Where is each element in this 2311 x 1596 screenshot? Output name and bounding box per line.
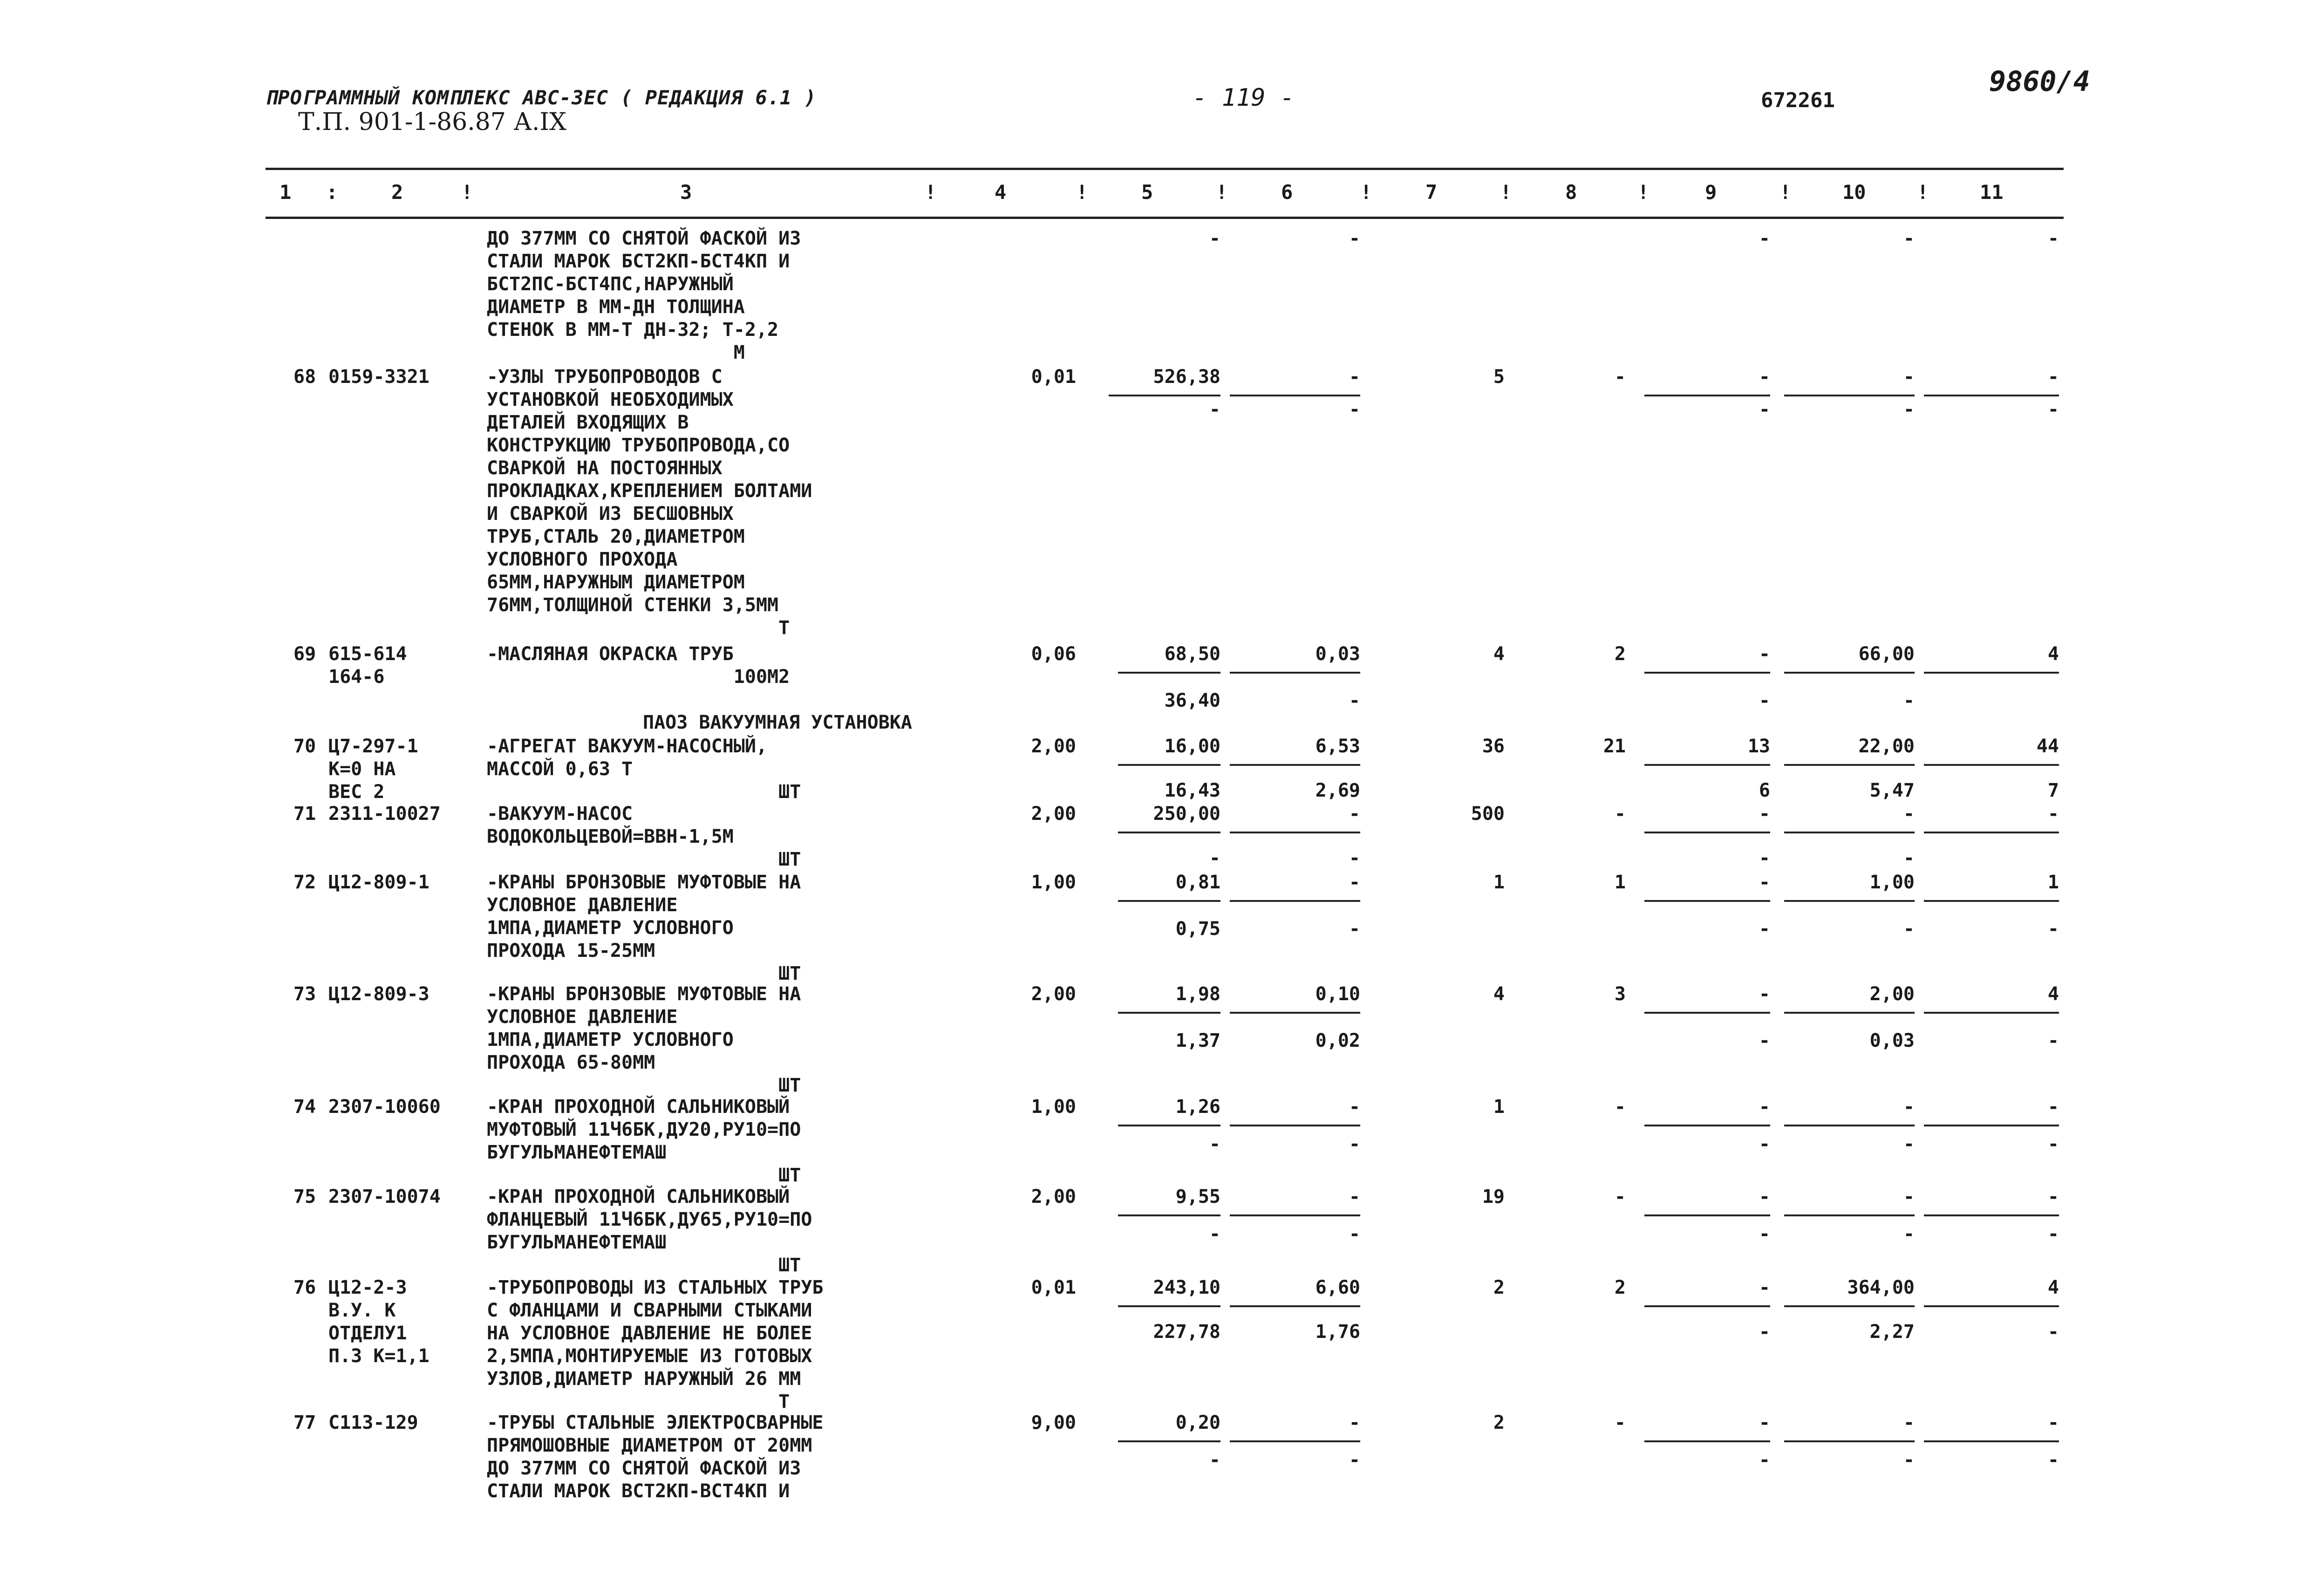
rule (1118, 1125, 1220, 1126)
row-c10b: - (1903, 1449, 1915, 1471)
row-c10: 66,00 (1858, 643, 1915, 665)
row-c11: 1 (2047, 872, 2059, 893)
row-c9b: 6 (1759, 780, 1770, 801)
rule (1924, 1012, 2059, 1014)
rule (1230, 1214, 1360, 1216)
row-c6b: - (1349, 1449, 1360, 1471)
rule (1784, 1214, 1915, 1216)
row-c9b: - (1759, 1223, 1770, 1245)
row-code: 2311-10027 (328, 803, 441, 825)
row-c9: - (1759, 1186, 1770, 1207)
row-c7: 2 (1493, 1277, 1505, 1298)
col-sep: ! (925, 181, 937, 204)
row-c9b: - (1759, 918, 1770, 940)
row-c4: 9,00 (1031, 1412, 1076, 1433)
row-code: 2307-10074 (328, 1186, 441, 1207)
col-sep: ! (1917, 181, 1929, 204)
col-sep: : (326, 181, 338, 204)
row-c9: - (1759, 803, 1770, 825)
row-c6: - (1349, 1412, 1360, 1433)
row-c6: 0,10 (1315, 983, 1360, 1005)
rule (1109, 395, 1220, 396)
row-desc: -АГРЕГАТ ВАКУУМ-НАСОСНЫЙ, МАССОЙ 0,63 Т ШТ (487, 736, 801, 803)
row-c5b: - (1209, 1449, 1220, 1471)
row-c8: - (1614, 1186, 1626, 1207)
row-c6b: - (1349, 1133, 1360, 1155)
row-c8: - (1614, 803, 1626, 825)
rule (1118, 1305, 1220, 1307)
rule (1230, 672, 1360, 674)
row-num: 76 (293, 1277, 316, 1298)
row-c10: - (1903, 1186, 1915, 1207)
row-c5b: 227,78 (1153, 1321, 1220, 1343)
row-num: 72 (293, 872, 316, 893)
row-c5b: - (1209, 1133, 1220, 1155)
row-c11b: - (2047, 1223, 2059, 1245)
row-code: Ц12-809-1 (328, 872, 429, 893)
rule (1924, 764, 2059, 766)
row-c10: - (1903, 228, 1915, 249)
col-5: 5 (1141, 181, 1153, 204)
row-c6: 0,03 (1315, 643, 1360, 665)
col-sep: ! (1500, 181, 1512, 204)
col-6: 6 (1281, 181, 1293, 204)
row-c10: - (1903, 803, 1915, 825)
row-c9b: - (1759, 1133, 1770, 1155)
row-c6: - (1349, 803, 1360, 825)
row-c8: - (1614, 366, 1626, 388)
row-c10b: - (1903, 690, 1915, 711)
col-sep: ! (461, 181, 473, 204)
row-c5b: - (1209, 1223, 1220, 1245)
row-num: 73 (293, 983, 316, 1005)
row-c7: 1 (1493, 1096, 1505, 1118)
program-title: ПРОГРАММНЫЙ КОМПЛЕКС АВС-ЗЕС ( РЕДАКЦИЯ 6.1 ) (266, 86, 817, 109)
row-c8: 21 (1603, 736, 1626, 757)
row-c11: - (2047, 803, 2059, 825)
rule (1644, 1012, 1770, 1014)
row-c5: 68,50 (1164, 643, 1220, 665)
doc-code: 672261 (1761, 89, 1835, 112)
row-c11: 4 (2047, 1277, 2059, 1298)
row-c7: 4 (1493, 983, 1505, 1005)
row-c8: 2 (1614, 1277, 1626, 1298)
row-c5b: 16,43 (1164, 780, 1220, 801)
row-c11b: - (2047, 399, 2059, 420)
row-c4: 2,00 (1031, 736, 1076, 757)
row-c6b: - (1349, 847, 1360, 869)
row-c11: - (2047, 366, 2059, 388)
row-c5: 16,00 (1164, 736, 1220, 757)
row-c11: 4 (2047, 643, 2059, 665)
row-num: 77 (293, 1412, 316, 1433)
row-c9b: - (1759, 690, 1770, 711)
rule (1784, 1125, 1915, 1126)
row-c9b: - (1759, 1321, 1770, 1343)
row-c8: - (1614, 1412, 1626, 1433)
row-c10: 1,00 (1869, 872, 1915, 893)
row-desc: -ВАКУУМ-НАСОС ВОДОКОЛЬЦЕВОЙ=ВВН-1,5М ШТ (487, 803, 801, 870)
col-2: 2 (391, 181, 403, 204)
row-num: 71 (293, 803, 316, 825)
row-c4: 2,00 (1031, 983, 1076, 1005)
col-7: 7 (1425, 181, 1438, 204)
rule (1644, 672, 1770, 674)
row-code: Ц7-297-1 К=0 НА ВЕС 2 (328, 736, 418, 803)
row-desc: -ТРУБОПРОВОДЫ ИЗ СТАЛЬНЫХ ТРУБ С ФЛАНЦАМИ И СВАРНЫМИ СТЫКАМИ НА УСЛОВНОЕ ДАВЛЕНИЕ НЕ БОЛЕЕ 2,5МПА,МОНТИРУЕМЫЕ ИЗ ГОТОВЫХ УЗЛОВ,ДИАМЕТР НАРУЖНЫЙ 26 ММ Т (487, 1277, 824, 1412)
rule (1784, 900, 1915, 902)
row-c5: 0,81 (1175, 872, 1220, 893)
row-c9: - (1759, 1277, 1770, 1298)
rule (1924, 1440, 2059, 1442)
rule (1644, 764, 1770, 766)
row-c10: 364,00 (1847, 1277, 1915, 1298)
col-sep: ! (1779, 181, 1792, 204)
row-desc: -КРАНЫ БРОНЗОВЫЕ МУФТОВЫЕ НА УСЛОВНОЕ ДАВЛЕНИЕ 1МПА,ДИАМЕТР УСЛОВНОГО ПРОХОДА 65-80ММ ШТ (487, 983, 801, 1096)
col-sep: ! (1216, 181, 1228, 204)
row-c10: 2,00 (1869, 983, 1915, 1005)
rule (1118, 764, 1220, 766)
row-c11b: - (2047, 1321, 2059, 1343)
row-c10b: 2,27 (1869, 1321, 1915, 1343)
row-c8: 2 (1614, 643, 1626, 665)
row-c8: 3 (1614, 983, 1626, 1005)
row-c10b: - (1903, 1133, 1915, 1155)
row-c10: - (1903, 1096, 1915, 1118)
row-c5: 1,98 (1175, 983, 1220, 1005)
row-c9b: - (1759, 1030, 1770, 1051)
rule (1784, 832, 1915, 833)
row-c4: 0,01 (1031, 1277, 1076, 1298)
row-num: 68 (293, 366, 316, 388)
row-code: Ц12-809-3 (328, 983, 429, 1005)
page-number: - 119 - (1193, 84, 1295, 112)
row-c10b: - (1903, 918, 1915, 940)
table-top-rule (266, 168, 2064, 170)
rule (1784, 1012, 1915, 1014)
row-num: 75 (293, 1186, 316, 1207)
row-c10: - (1903, 1412, 1915, 1433)
row-c8: 1 (1614, 872, 1626, 893)
row-num: 69 (293, 643, 316, 665)
project-code: Т.П. 901-1-86.87 А.IX (298, 108, 566, 136)
rule (1784, 395, 1915, 396)
row-c7: 36 (1482, 736, 1505, 757)
rule (1230, 1440, 1360, 1442)
row-code: 615-614 164-6 (328, 643, 407, 688)
row-c5: 1,26 (1175, 1096, 1220, 1118)
col-sep: ! (1076, 181, 1088, 204)
rule (1230, 832, 1360, 833)
row-c9b: - (1759, 1449, 1770, 1471)
row-c11b: - (2047, 1449, 2059, 1471)
rule (1118, 900, 1220, 902)
rule (1784, 672, 1915, 674)
row-c6: - (1349, 1096, 1360, 1118)
row-c11: - (2047, 1186, 2059, 1207)
row-c6b: - (1349, 399, 1360, 420)
row-code: Ц12-2-3 В.У. К ОТДЕЛУ1 П.3 К=1,1 (328, 1277, 429, 1367)
rule (1230, 1305, 1360, 1307)
rule (1230, 900, 1360, 902)
rule (1644, 1125, 1770, 1126)
row-c10b: 5,47 (1869, 780, 1915, 801)
row-c4: 1,00 (1031, 872, 1076, 893)
col-3: 3 (680, 181, 692, 204)
row-c9b: - (1759, 399, 1770, 420)
row-c6b: 2,69 (1315, 780, 1360, 801)
row-c6b: 1,76 (1315, 1321, 1360, 1343)
row-c6: - (1349, 1186, 1360, 1207)
row-c4: 2,00 (1031, 1186, 1076, 1207)
col-sep: ! (1360, 181, 1372, 204)
row-c6b: 0,02 (1315, 1030, 1360, 1051)
rule (1118, 1012, 1220, 1014)
row-c9: - (1759, 228, 1770, 249)
row-c10: - (1903, 366, 1915, 388)
row-c6: - (1349, 872, 1360, 893)
row-c7: 4 (1493, 643, 1505, 665)
row-c6b: - (1349, 1223, 1360, 1245)
table-header-rule (266, 217, 2064, 219)
row-c9: - (1759, 872, 1770, 893)
row-c5b: 36,40 (1164, 690, 1220, 711)
col-sep: ! (1637, 181, 1650, 204)
row-c5: 250,00 (1153, 803, 1220, 825)
row-c8: - (1614, 1096, 1626, 1118)
rule (1230, 764, 1360, 766)
row-c5b: - (1209, 847, 1220, 869)
row-c11b: - (2047, 1030, 2059, 1051)
row-code: 0159-3321 (328, 366, 429, 388)
row-c11: 44 (2036, 736, 2059, 757)
rule (1644, 395, 1770, 396)
row-desc: -КРАНЫ БРОНЗОВЫЕ МУФТОВЫЕ НА УСЛОВНОЕ ДАВЛЕНИЕ 1МПА,ДИАМЕТР УСЛОВНОГО ПРОХОДА 15-25ММ ШТ (487, 872, 801, 984)
row-c7: 2 (1493, 1412, 1505, 1433)
row-c9b: - (1759, 847, 1770, 869)
row-c7: 1 (1493, 872, 1505, 893)
row-c5: 0,20 (1175, 1412, 1220, 1433)
row-c9: - (1759, 643, 1770, 665)
row-c4: 2,00 (1031, 803, 1076, 825)
row-c11: - (2047, 228, 2059, 249)
row-c10b: 0,03 (1869, 1030, 1915, 1051)
rule (1924, 395, 2059, 396)
col-11: 11 (1980, 181, 2004, 204)
rule (1924, 1305, 2059, 1307)
row-c10b: - (1903, 399, 1915, 420)
archive-number: 9860/4 (1989, 65, 2090, 98)
rule (1644, 1305, 1770, 1307)
row-c7: 5 (1493, 366, 1505, 388)
row-c11: - (2047, 1412, 2059, 1433)
row-c9: - (1759, 366, 1770, 388)
rule (1230, 1125, 1360, 1126)
row-desc: -КРАН ПРОХОДНОЙ САЛЬНИКОВЫЙ МУФТОВЫЙ 11Ч6БК,ДУ20,РУ10=ПО БУГУЛЬМАНЕФТЕМАШ ШТ (487, 1096, 801, 1186)
rule (1924, 672, 2059, 674)
rule (1784, 1305, 1915, 1307)
row-c7: 19 (1482, 1186, 1505, 1207)
row-c6b: - (1349, 918, 1360, 940)
col-10: 10 (1842, 181, 1866, 204)
row-code: С113-129 (328, 1412, 418, 1433)
row-c10b: - (1903, 1223, 1915, 1245)
row-c5b: 1,37 (1175, 1030, 1220, 1051)
row-desc: -УЗЛЫ ТРУБОПРОВОДОВ С УСТАНОВКОЙ НЕОБХОДИМЫХ ДЕТАЛЕЙ ВХОДЯЩИХ В КОНСТРУКЦИЮ ТРУБОПРОВОДА,СО СВАРКОЙ НА ПОСТОЯННЫХ ПРОКЛАДКАХ,КРЕПЛЕНИЕМ БОЛТАМИ И СВАРКОЙ ИЗ БЕСШОВНЫХ ТРУБ,СТАЛЬ 20,ДИАМЕТРОМ УСЛОВНОГО ПРОХОДА 65ММ,НАРУЖНЫМ ДИАМЕТРОМ 76ММ,ТОЛЩИНОЙ СТЕНКИ 3,5ММ Т (487, 366, 812, 639)
rule (1784, 764, 1915, 766)
rule (1644, 1214, 1770, 1216)
row-c9: - (1759, 983, 1770, 1005)
row-c4: 0,06 (1031, 643, 1076, 665)
row-c11b: 7 (2047, 780, 2059, 801)
row-c5b: 0,75 (1175, 918, 1220, 940)
rule (1924, 832, 2059, 833)
rule (1644, 832, 1770, 833)
row-c6: - (1349, 228, 1360, 249)
section-title: ПАОЗ ВАКУУМНАЯ УСТАНОВКА (643, 712, 912, 733)
row-c5: - (1209, 228, 1220, 249)
rule (1924, 1125, 2059, 1126)
rule (1118, 1214, 1220, 1216)
row-num: 70 (293, 736, 316, 757)
row-c4: 1,00 (1031, 1096, 1076, 1118)
row-code: 2307-10060 (328, 1096, 441, 1118)
col-1: 1 (280, 181, 292, 204)
col-4: 4 (995, 181, 1007, 204)
col-8: 8 (1565, 181, 1577, 204)
rule (1784, 1440, 1915, 1442)
rule (1118, 832, 1220, 833)
row-c6b: - (1349, 690, 1360, 711)
row-c5b: - (1209, 399, 1220, 420)
row-c6: - (1349, 366, 1360, 388)
row-c7: 500 (1471, 803, 1505, 825)
row-desc: ДО 377ММ СО СНЯТОЙ ФАСКОЙ ИЗ СТАЛИ МАРОК БСТ2КП-БСТ4КП И БСТ2ПС-БСТ4ПС,НАРУЖНЫЙ ДИАМЕТР В ММ-ДН ТОЛЩИНА СТЕНОК В ММ-Т ДН-32; Т-2,2 М (487, 228, 801, 363)
row-c5: 9,55 (1175, 1186, 1220, 1207)
row-c9: - (1759, 1096, 1770, 1118)
rule (1118, 672, 1220, 674)
rule (1644, 900, 1770, 902)
rule (1924, 900, 2059, 902)
row-c11b: - (2047, 1133, 2059, 1155)
rule (1644, 1440, 1770, 1442)
row-c11b: - (2047, 918, 2059, 940)
row-c6: 6,53 (1315, 736, 1360, 757)
rule (1118, 1440, 1220, 1442)
row-desc: -КРАН ПРОХОДНОЙ САЛЬНИКОВЫЙ ФЛАНЦЕВЫЙ 11Ч6БК,ДУ65,РУ10=ПО БУГУЛЬМАНЕФТЕМАШ ШТ (487, 1186, 812, 1276)
row-c5: 243,10 (1153, 1277, 1220, 1298)
row-c9: 13 (1747, 736, 1770, 757)
row-num: 74 (293, 1096, 316, 1118)
rule (1924, 1214, 2059, 1216)
row-c5: 526,38 (1153, 366, 1220, 388)
rule (1230, 395, 1360, 396)
row-desc: -ТРУБЫ СТАЛЬНЫЕ ЭЛЕКТРОСВАРНЫЕ ПРЯМОШОВНЫЕ ДИАМЕТРОМ ОТ 20ММ ДО 377ММ СО СНЯТОЙ ФАСКОЙ ИЗ СТАЛИ МАРОК ВСТ2КП-ВСТ4КП И (487, 1412, 824, 1502)
row-desc: -МАСЛЯНАЯ ОКРАСКА ТРУБ 100М2 (487, 643, 790, 688)
row-c11: - (2047, 1096, 2059, 1118)
row-c4: 0,01 (1031, 366, 1076, 388)
row-c6: 6,60 (1315, 1277, 1360, 1298)
row-c10: 22,00 (1858, 736, 1915, 757)
row-c10b: - (1903, 847, 1915, 869)
row-c9: - (1759, 1412, 1770, 1433)
row-c11: 4 (2047, 983, 2059, 1005)
col-9: 9 (1705, 181, 1717, 204)
rule (1230, 1012, 1360, 1014)
